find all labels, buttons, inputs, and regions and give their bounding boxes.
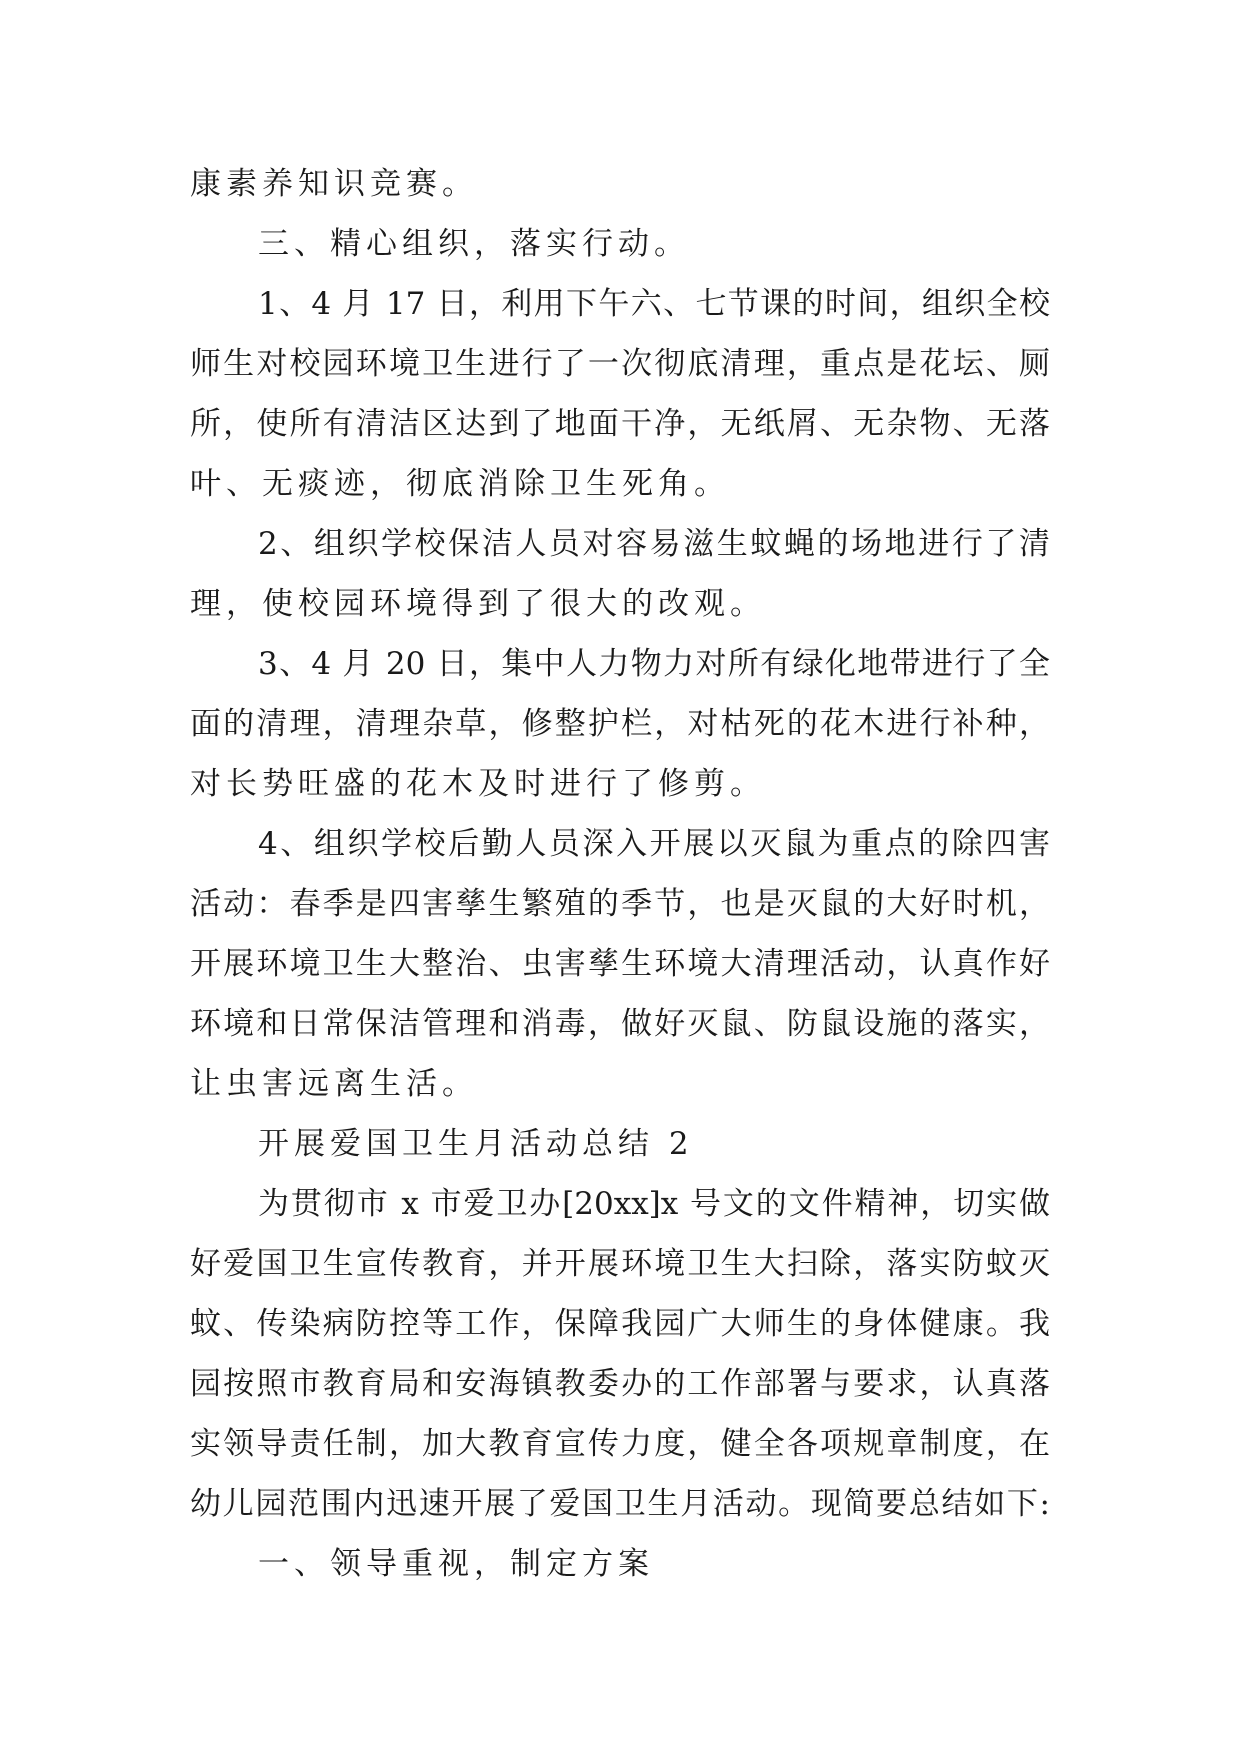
- text-line: 三、精心组织，落实行动。: [258, 226, 690, 262]
- text-line: 3、4 月 20 日，集中人力物力对所有绿化地带进行了全: [258, 646, 1050, 682]
- text-line: 幼儿园范围内迅速开展了爱国卫生月活动。现简要总结如下:: [190, 1486, 1050, 1522]
- text-line: 开展爱国卫生月活动总结 2: [258, 1126, 694, 1162]
- text-line: 师生对校园环境卫生进行了一次彻底清理，重点是花坛、厕: [190, 346, 1050, 382]
- text-line: 让虫害远离生活。: [190, 1066, 478, 1102]
- document-body: [190, 154, 1050, 1594]
- text-line: 叶、无痰迹，彻底消除卫生死角。: [190, 466, 730, 502]
- text-line: 好爱国卫生宣传教育，并开展环境卫生大扫除，落实防蚊灭: [190, 1246, 1050, 1282]
- text-line: 实领导责任制，加大教育宣传力度，健全各项规章制度，在: [190, 1426, 1050, 1462]
- text-line: 对长势旺盛的花木及时进行了修剪。: [190, 766, 766, 802]
- text-line: 活动：春季是四害孳生繁殖的季节，也是灭鼠的大好时机，: [190, 886, 1050, 922]
- text-line: 4、组织学校后勤人员深入开展以灭鼠为重点的除四害: [258, 826, 1050, 862]
- text-line: 开展环境卫生大整治、虫害孳生环境大清理活动，认真作好: [190, 946, 1050, 982]
- text-line: 一、领导重视，制定方案: [258, 1546, 654, 1582]
- text-line: 2、组织学校保洁人员对容易滋生蚊蝇的场地进行了清: [258, 526, 1050, 562]
- text-line: 康素养知识竞赛。: [190, 166, 478, 202]
- text-line: 面的清理，清理杂草，修整护栏，对枯死的花木进行补种，: [190, 706, 1050, 742]
- text-line: 所，使所有清洁区达到了地面干净，无纸屑、无杂物、无落: [190, 406, 1050, 442]
- text-line: 环境和日常保洁管理和消毒，做好灭鼠、防鼠设施的落实，: [190, 1006, 1050, 1042]
- text-line: 蚊、传染病防控等工作，保障我园广大师生的身体健康。我: [190, 1306, 1050, 1342]
- text-line: 为贯彻市 x 市爱卫办[20xx]x 号文的文件精神，切实做: [258, 1186, 1050, 1222]
- text-line: 园按照市教育局和安海镇教委办的工作部署与要求，认真落: [190, 1366, 1050, 1402]
- text-line: 1、4 月 17 日，利用下午六、七节课的时间，组织全校: [258, 286, 1050, 322]
- text-line: 理，使校园环境得到了很大的改观。: [190, 586, 766, 622]
